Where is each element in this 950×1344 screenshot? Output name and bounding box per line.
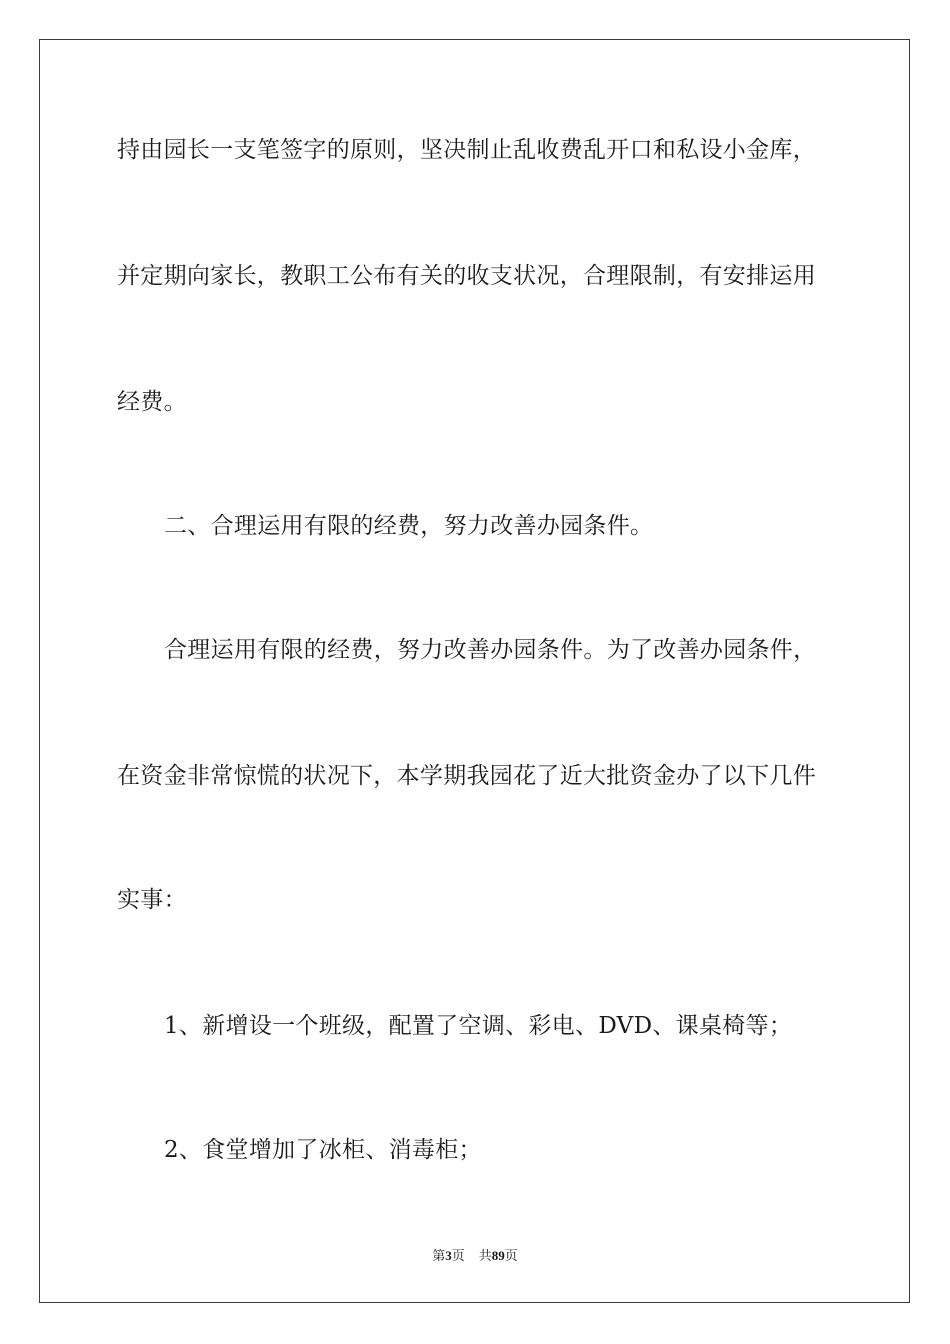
page-footer xyxy=(0,1248,950,1265)
text-line-1: 持由园长一支笔签字的原则，坚决制止乱收费乱开口和私设小金库， xyxy=(117,137,816,163)
page-number: 3 xyxy=(445,1248,452,1263)
text-line-5: 合理运用有限的经费，努力改善办园条件。为了改善办园条件， xyxy=(164,637,817,663)
page-prefix: 第 xyxy=(432,1249,446,1264)
page-frame xyxy=(39,39,910,1303)
text-line-3: 经费。 xyxy=(117,389,187,415)
page-suffix: 页 xyxy=(451,1249,465,1264)
text-line-2: 并定期向家长，教职工公布有关的收支状况，合理限制，有安排运用 xyxy=(117,263,816,289)
text-line-7: 实事： xyxy=(117,887,187,913)
total-prefix: 共 xyxy=(478,1249,492,1264)
section-heading: 二、合理运用有限的经费，努力改善办园条件。 xyxy=(164,513,654,539)
text-line-6: 在资金非常惊慌的状况下，本学期我园花了近大批资金办了以下几件 xyxy=(117,763,816,789)
list-item-2: 2、食堂增加了冰柜、消毒柜； xyxy=(164,1137,482,1163)
total-suffix: 页 xyxy=(504,1249,518,1264)
total-pages: 89 xyxy=(491,1248,505,1263)
list-item-1: 1、新增设一个班级，配置了空调、彩电、DVD、课桌椅等； xyxy=(164,1013,793,1039)
